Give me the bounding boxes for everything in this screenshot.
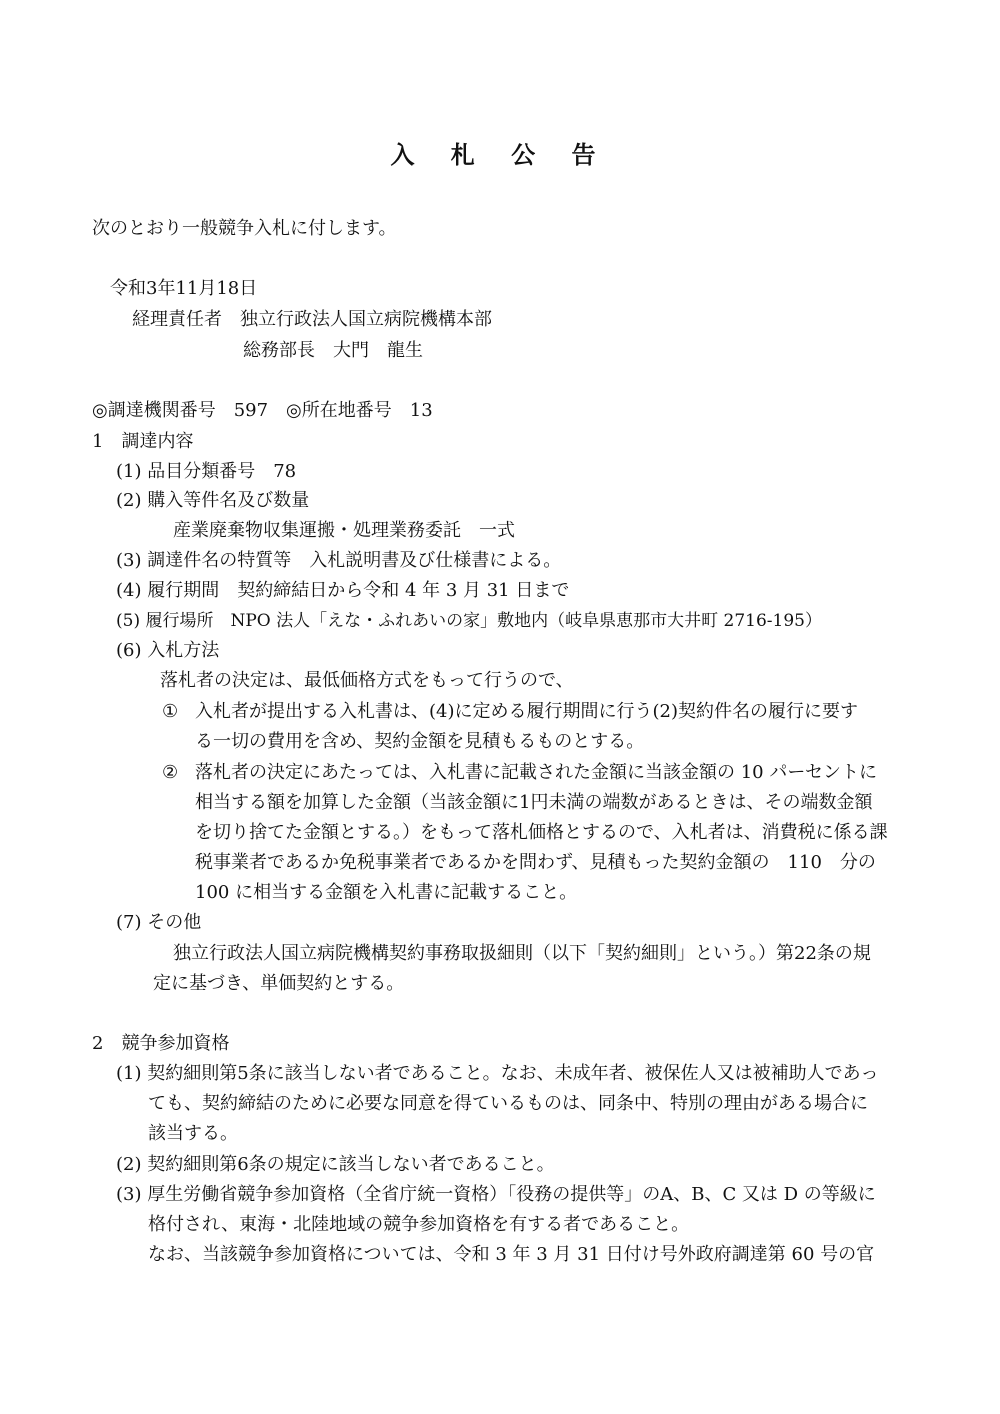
intro-text: 次のとおり一般競争入札に付します。 xyxy=(92,218,397,239)
section2-item3-line-2: 格付され、東海・北陸地域の競争参加資格を有する者であること。 xyxy=(148,1214,690,1235)
section2-item3-line-3: なお、当該競争参加資格については、令和 3 年 3 月 31 日付け号外政府調達第 60 号の官 xyxy=(148,1244,875,1265)
clause-2-line-3: を切り捨てた金額とする。）をもって落札価格とするので、入札者は、消費税に係る課 xyxy=(195,822,888,843)
section2-item2: (2) 契約細則第6条の規定に該当しない者であること。 xyxy=(116,1154,555,1175)
section1-item6-intro: 落札者の決定は、最低価格方式をもって行うので、 xyxy=(160,670,574,691)
officer-line-2: 総務部長 大門 龍生 xyxy=(243,340,423,361)
clause-1-marker: ① xyxy=(162,701,179,722)
clause-1-line-2: る一切の費用を含め、契約金額を見積もるものとする。 xyxy=(195,731,645,752)
section1-item1: (1) 品目分類番号 78 xyxy=(116,461,297,482)
section2-item1-line-2: ても、契約締結のために必要な同意を得ているものは、同条中、特別の理由がある場合に xyxy=(148,1093,868,1114)
section1-item2: (2) 購入等件名及び数量 xyxy=(116,490,310,511)
section1-item4: (4) 履行期間 契約締結日から令和 4 年 3 月 31 日まで xyxy=(116,580,570,601)
section1-item5: (5) 履行場所 NPO 法人「えな・ふれあいの家」敷地内（岐阜県恵那市大井町 2716-195） xyxy=(116,611,822,631)
section2-item1-line-3: 該当する。 xyxy=(148,1123,238,1144)
section1-item6: (6) 入札方法 xyxy=(116,640,220,661)
clause-2-line-1: 落札者の決定にあたっては、入札書に記載された金額に当該金額の 10 パーセントに xyxy=(195,762,877,783)
section2-heading: 2 競争参加資格 xyxy=(92,1033,230,1054)
section1-item3: (3) 調達件名の特質等 入札説明書及び仕様書による。 xyxy=(116,550,562,571)
section1-item7-line-2: 定に基づき、単価契約とする。 xyxy=(153,973,405,994)
section2-item3-line-1: (3) 厚生労働省競争参加資格（全省庁統一資格）「役務の提供等」のA、B、C 又は D の等級に xyxy=(116,1184,876,1205)
page-title: 入 札 公 告 xyxy=(390,140,610,169)
section2-item1-line-1: (1) 契約細則第5条に該当しない者であること。なお、未成年者、被保佐人又は被補助人であっ xyxy=(116,1063,879,1084)
clause-1-line-1: 入札者が提出する入札書は、(4)に定める履行期間に行う(2)契約件名の履行に要す xyxy=(195,701,858,722)
section1-item2-detail: 産業廃棄物収集運搬・処理業務委託 一式 xyxy=(173,520,515,541)
section1-heading: 1 調達内容 xyxy=(92,431,194,452)
clause-2-marker: ② xyxy=(162,762,179,783)
section1-item7: (7) その他 xyxy=(116,912,202,933)
notice-date: 令和3年11月18日 xyxy=(110,278,258,299)
codes-line: ◎調達機関番号 597 ◎所在地番号 13 xyxy=(92,400,433,421)
section1-item7-line-1: 独立行政法人国立病院機構契約事務取扱細則（以下「契約細則」という。）第22条の規 xyxy=(173,943,871,964)
clause-2-line-4: 税事業者であるか免税事業者であるかを問わず、見積もった契約金額の 110 分の xyxy=(195,852,876,873)
clause-2-line-5: 100 に相当する金額を入札書に記載すること。 xyxy=(195,882,578,903)
clause-2-line-2: 相当する額を加算した金額（当該金額に1円未満の端数があるときは、その端数金額 xyxy=(195,792,873,813)
officer-line-1: 経理責任者 独立行政法人国立病院機構本部 xyxy=(132,309,492,330)
